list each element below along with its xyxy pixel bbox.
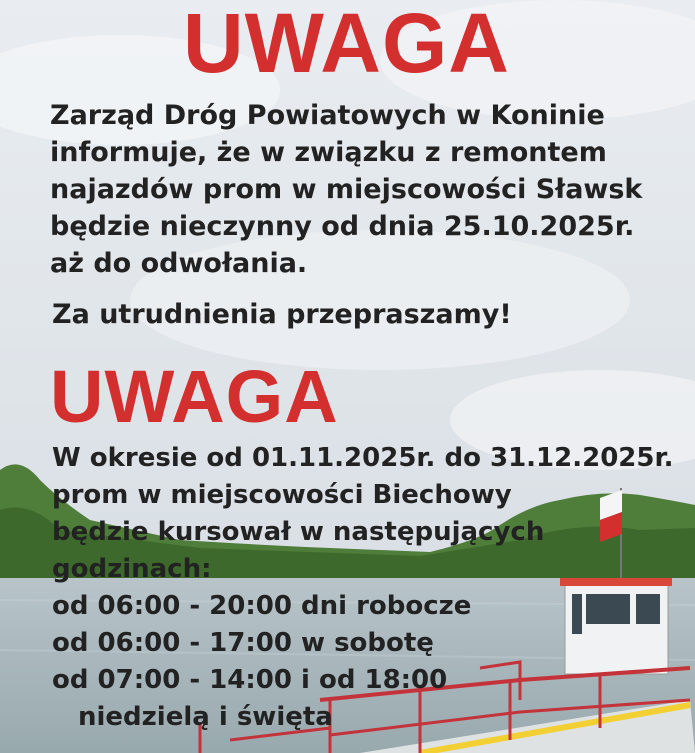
apology-text: Za utrudnienia przepraszamy! — [52, 299, 512, 330]
notice1-line: aż do odwołania. — [50, 248, 308, 279]
notice1-text — [50, 97, 642, 282]
notice2-line: godzinach: — [52, 554, 212, 584]
notice1-line: Zarząd Dróg Powiatowych w Koninie — [50, 100, 605, 131]
notice2-line: będzie kursował w następujących — [52, 517, 545, 547]
notice2-line: prom w miejscowości Biechowy — [52, 480, 512, 510]
notice1-line: najazdów prom w miejscowości Sławsk — [50, 174, 643, 205]
notice1-line: będzie nieczynny od dnia 25.10.2025r. — [50, 211, 635, 242]
schedule-sunday: od 07:00 - 14:00 i od 18:00 — [52, 665, 448, 695]
schedule-saturday: od 06:00 - 17:00 w sobotę — [52, 628, 434, 658]
notice1-title: UWAGA — [183, 0, 510, 90]
notice2-title: UWAGA — [50, 355, 339, 438]
notice1-line: informuje, że w związku z remontem — [50, 137, 607, 168]
schedule-weekdays: od 06:00 - 20:00 dni robocze — [52, 591, 472, 621]
schedule-sunday-holidays: niedzielą i święta — [78, 702, 333, 732]
notice2-line: W okresie od 01.11.2025r. do 31.12.2025r. — [52, 443, 674, 473]
notice2-text — [52, 440, 673, 736]
